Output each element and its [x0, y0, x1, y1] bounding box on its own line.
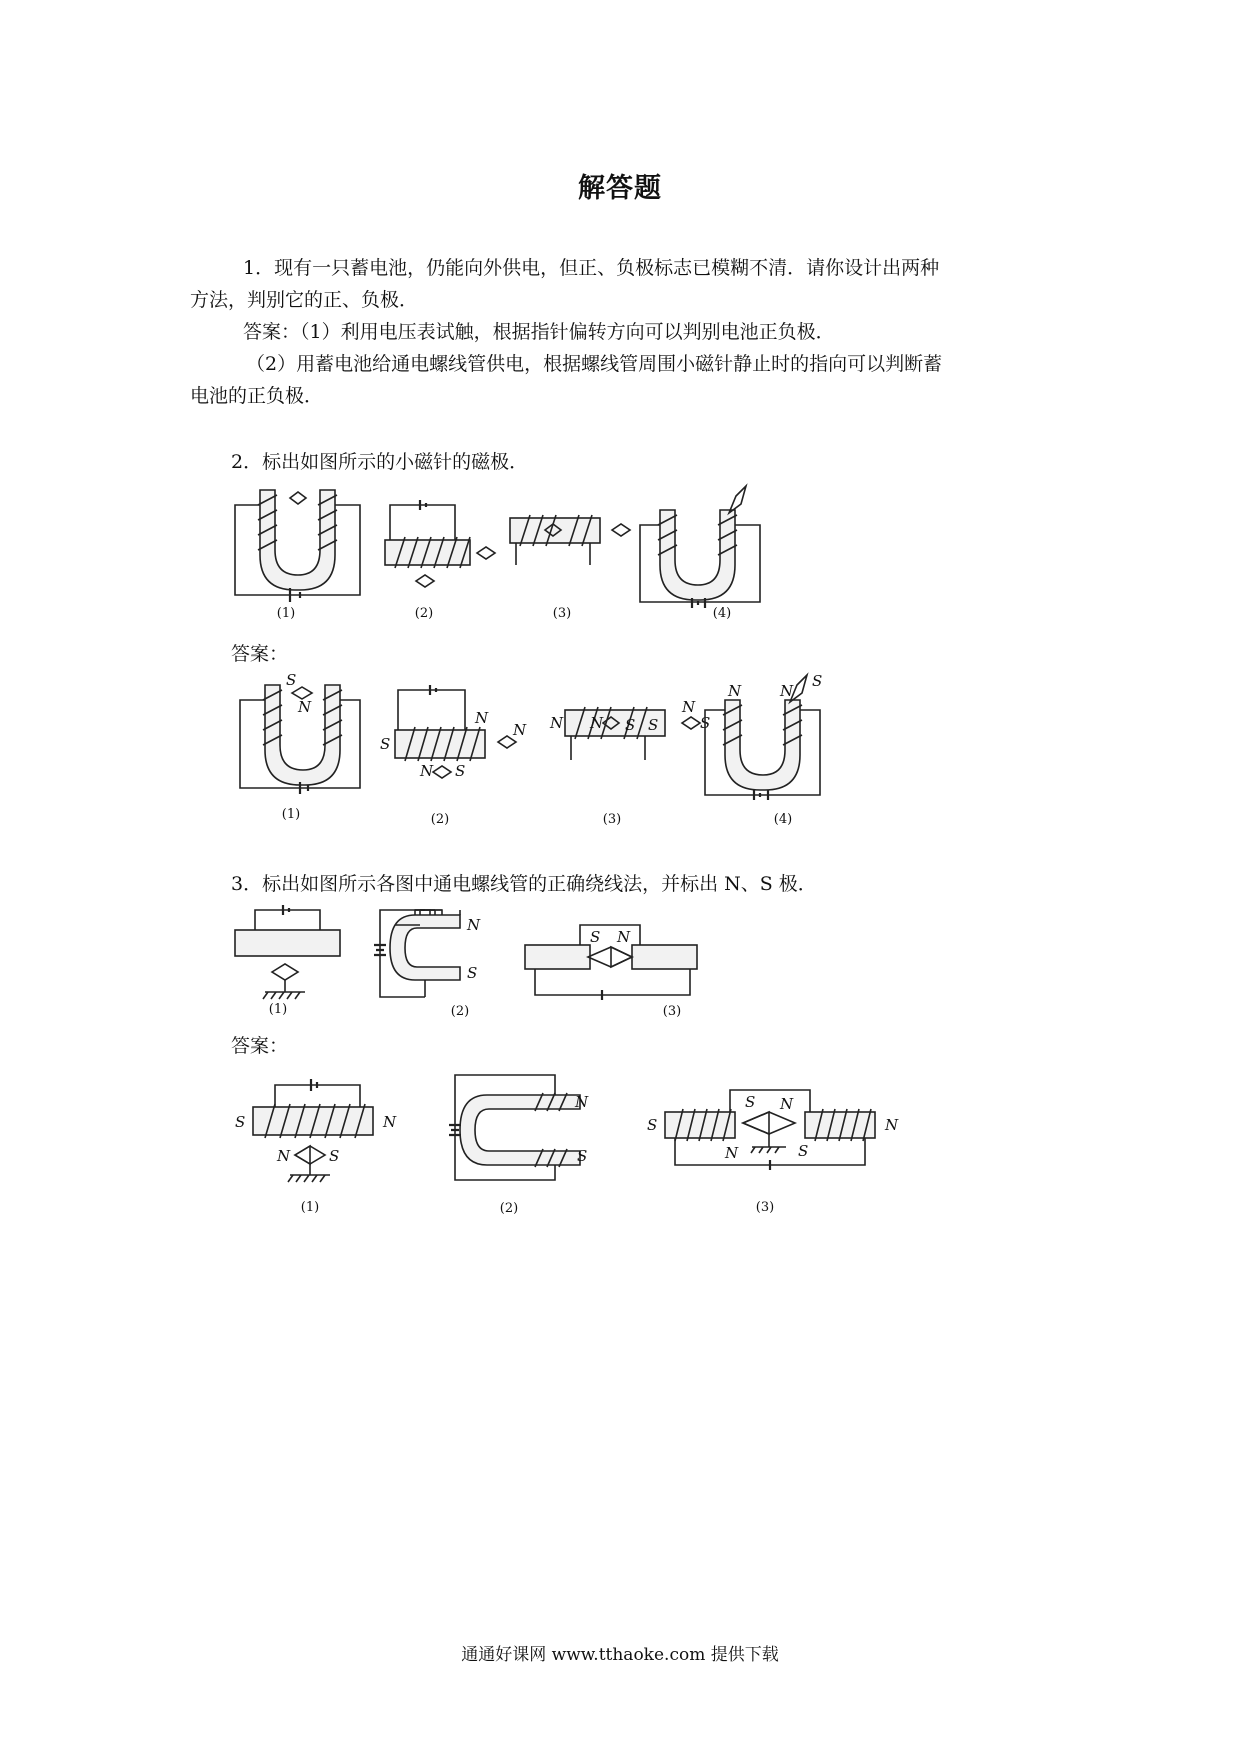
q2-caption-3: (3): [552, 606, 572, 621]
q3-figures: [220, 900, 790, 1015]
q2-caption-1: (1): [276, 606, 296, 621]
q3-answer-fig2: [449, 1075, 589, 1180]
q3-caption-3: (3): [662, 1004, 682, 1019]
q3-fig3-pole-s: S: [590, 928, 601, 946]
q2-fig4-u-magnet: [640, 486, 760, 608]
q2-question: 2．标出如图所示的小磁针的磁极．: [231, 451, 529, 473]
q3-fig2-pole-s: S: [467, 964, 478, 982]
q2-ans4-pole-n2: N: [780, 682, 794, 700]
q1-line2: 方法，判别它的正、负极．: [190, 289, 419, 311]
q2-caption-4: (4): [712, 606, 732, 621]
q2-fig3-solenoid: [510, 515, 630, 565]
q2-ans1-pole-s: S: [286, 671, 297, 689]
q3-ans1-pole-s2: S: [329, 1147, 340, 1165]
q2-figures: [220, 480, 800, 620]
q3-ans3-pole-n3: N: [885, 1116, 899, 1134]
q2-ans2-pole-n2: N: [513, 721, 527, 739]
q2-answer-caption-3: (3): [602, 812, 622, 827]
q2-ans3-pole-n2: N: [590, 714, 604, 732]
q3-ans1-pole-s: S: [235, 1113, 246, 1131]
q2-ans2-pole-n3: N: [420, 762, 434, 780]
q2-ans2-pole-s: S: [380, 735, 391, 753]
q3-fig3-pole-n: N: [617, 928, 631, 946]
q2-answer-fig1: [240, 671, 360, 794]
q3-caption-2: (2): [450, 1004, 470, 1019]
q3-caption-1: (1): [268, 1002, 288, 1017]
q2-ans3-pole-n: N: [550, 714, 564, 732]
q2-ans3-pole-s2: S: [648, 716, 659, 734]
q3-ans2-pole-s: S: [577, 1147, 588, 1165]
q2-answer-label: 答案：: [231, 643, 289, 665]
q2-ans4-pole-n: N: [728, 682, 742, 700]
q1-answer1: 答案：（1）利用电压表试触，根据指针偏转方向可以判别电池正负极．: [243, 321, 835, 343]
q2-answer-fig3: [549, 698, 710, 760]
q1-answer2b: 电池的正负极．: [190, 385, 324, 407]
q2-answer-caption-1: (1): [281, 807, 301, 822]
q3-answer-fig3: [647, 1090, 899, 1170]
q3-ans3-pole-s2: S: [745, 1093, 756, 1111]
q3-answer-fig1: [235, 1079, 397, 1182]
q3-ans2-pole-n: N: [575, 1093, 589, 1111]
q2-answer-fig2: [380, 685, 527, 780]
q3-fig1: [235, 905, 340, 999]
q1-line1: 1．现有一只蓄电池，仍能向外供电，但正、负极标志已模糊不清．请你设计出两种: [243, 257, 940, 279]
page-title: 解答题: [578, 173, 662, 204]
q3-fig2-pole-n: N: [467, 916, 481, 934]
q2-ans1-pole-n: N: [298, 698, 312, 716]
q2-fig2-solenoid: [385, 500, 495, 587]
q2-ans3-pole-s3: S: [700, 714, 711, 732]
q2-fig1-u-magnet: [235, 490, 360, 602]
q3-answer-figures: [225, 1065, 905, 1205]
q2-ans2-pole-n: N: [475, 709, 489, 727]
q3-answer-caption-3: (3): [755, 1200, 775, 1215]
q3-answer-caption-1: (1): [300, 1200, 320, 1215]
q3-question: 3．标出如图所示各图中通电螺线管的正确绕线法，并标出 N、S 极．: [231, 873, 817, 895]
q3-fig2: [374, 900, 481, 997]
q3-ans3-pole-n: N: [725, 1144, 739, 1162]
q2-ans3-pole-n3: N: [682, 698, 696, 716]
q2-answer-figures: [220, 670, 823, 810]
q3-answer-label: 答案：: [231, 1035, 289, 1057]
footer-text: 通通好课网 www.tthaoke.com 提供下载: [461, 1645, 779, 1665]
q2-answer-caption-4: (4): [773, 812, 793, 827]
q2-answer-caption-2: (2): [430, 812, 450, 827]
q2-ans2-pole-s3: S: [455, 762, 466, 780]
q2-answer-fig4: [705, 672, 822, 800]
q1-answer2a: （2）用蓄电池给通电螺线管供电，根据螺线管周围小磁针静止时的指向可以判断蓄: [246, 353, 943, 375]
q3-ans3-pole-n2: N: [780, 1095, 794, 1113]
q3-ans1-pole-n2: N: [277, 1147, 291, 1165]
q3-ans1-pole-n: N: [383, 1113, 397, 1131]
q3-answer-caption-2: (2): [499, 1201, 519, 1216]
q3-fig3: [525, 925, 697, 1000]
q2-ans3-pole-s: S: [625, 716, 636, 734]
q3-ans3-pole-s3: S: [798, 1142, 809, 1160]
q3-ans3-pole-s: S: [647, 1116, 658, 1134]
q2-ans4-pole-s: S: [812, 672, 823, 690]
q2-caption-2: (2): [414, 606, 434, 621]
